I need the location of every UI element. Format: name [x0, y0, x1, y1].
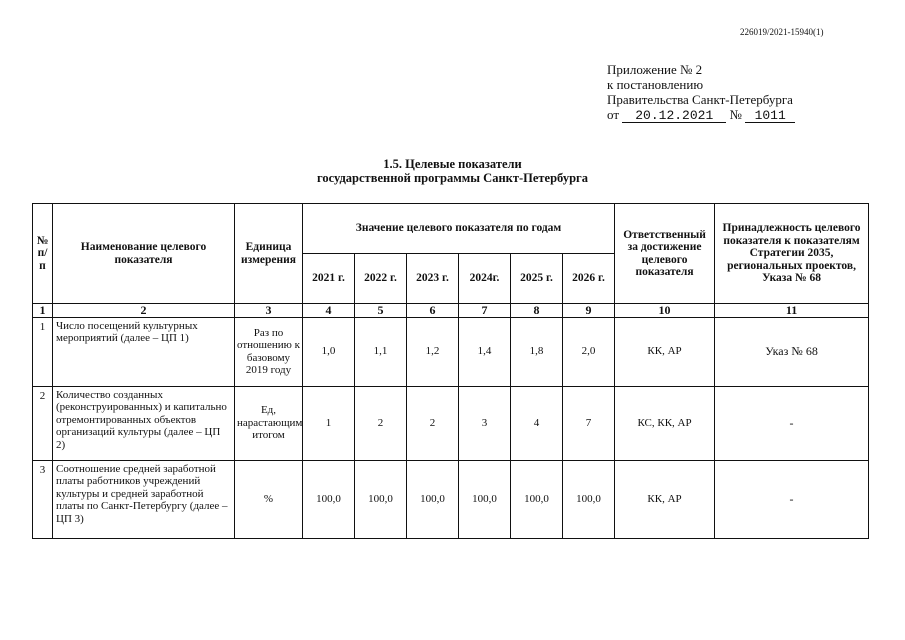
column-number: 1 — [33, 304, 53, 318]
column-number: 6 — [407, 304, 459, 318]
value-cell: 100,0 — [563, 460, 615, 538]
column-number: 4 — [303, 304, 355, 318]
column-number: 3 — [235, 304, 303, 318]
appendix-line-1: Приложение № 2 — [607, 62, 703, 77]
page-title — [0, 157, 905, 185]
value-cell: 100,0 — [303, 460, 355, 538]
table-row — [33, 460, 869, 538]
document-id: 226019/2021-15940(1) — [740, 27, 824, 37]
row-number: 1 — [33, 317, 53, 386]
value-cell: 2 — [355, 386, 407, 460]
value-cell: 1,4 — [459, 317, 511, 386]
column-number: 5 — [355, 304, 407, 318]
title-line-2: государственной программы Санкт-Петербурга — [317, 171, 588, 185]
column-number: 2 — [53, 304, 235, 318]
belonging-cell: - — [715, 460, 869, 538]
column-numbers-row — [33, 304, 869, 318]
value-cell: 1,1 — [355, 317, 407, 386]
value-cell: 2,0 — [563, 317, 615, 386]
value-cell: 1,2 — [407, 317, 459, 386]
table-row — [33, 317, 869, 386]
header-responsible: Ответственный за достижение целевого показателя — [615, 204, 715, 304]
value-cell: 1 — [303, 386, 355, 460]
table-row — [33, 386, 869, 460]
column-number: 8 — [511, 304, 563, 318]
column-number: 10 — [615, 304, 715, 318]
header-unit: Единица измерения — [235, 204, 303, 304]
value-cell: 100,0 — [459, 460, 511, 538]
decree-number: 1011 — [745, 109, 795, 123]
header-year: 2022 г. — [355, 254, 407, 304]
header-year: 2023 г. — [407, 254, 459, 304]
title-line-1: 1.5. Целевые показатели — [383, 157, 522, 171]
value-cell: 7 — [563, 386, 615, 460]
header-year: 2025 г. — [511, 254, 563, 304]
value-cell: 4 — [511, 386, 563, 460]
belonging-cell: - — [715, 386, 869, 460]
appendix-date-line — [607, 107, 795, 123]
column-number: 9 — [563, 304, 615, 318]
decree-date: 20.12.2021 — [622, 109, 726, 123]
header-year: 2026 г. — [563, 254, 615, 304]
header-year: 2021 г. — [303, 254, 355, 304]
value-cell: 100,0 — [355, 460, 407, 538]
responsible-cell: КК, АР — [615, 460, 715, 538]
from-label: от — [607, 107, 620, 122]
value-cell: 1,8 — [511, 317, 563, 386]
column-number: 7 — [459, 304, 511, 318]
value-cell: 100,0 — [407, 460, 459, 538]
value-cell: 3 — [459, 386, 511, 460]
indicator-name: Количество созданных (реконструированных) и капитально отремонтированных объектов организаций культуры (далее – ЦП 2) — [53, 386, 235, 460]
row-number: 3 — [33, 460, 53, 538]
header-row-1 — [33, 204, 869, 254]
appendix-line-2: к постановлению — [607, 77, 704, 92]
header-name: Наименование целевого показателя — [53, 204, 235, 304]
column-number: 11 — [715, 304, 869, 318]
appendix-block — [607, 62, 795, 123]
header-year: 2024г. — [459, 254, 511, 304]
indicator-name: Соотношение средней заработной платы работников учреждений культуры и средней заработной платы по Санкт-Петербургу (далее – ЦП 3) — [53, 460, 235, 538]
appendix-line-3: Правительства Санкт-Петербурга — [607, 92, 793, 107]
value-cell: 2 — [407, 386, 459, 460]
indicator-unit: % — [235, 460, 303, 538]
value-cell: 1,0 — [303, 317, 355, 386]
number-label: № — [729, 107, 742, 122]
header-num: № п/п — [33, 204, 53, 304]
header-value-group: Значение целевого показателя по годам — [303, 204, 615, 254]
row-number: 2 — [33, 386, 53, 460]
belonging-cell: Указ № 68 — [715, 317, 869, 386]
value-cell: 100,0 — [511, 460, 563, 538]
indicators-table — [32, 203, 869, 539]
indicator-unit: Ед, нарастающим итогом — [235, 386, 303, 460]
header-belonging: Принадлежность целевого показателя к показателям Стратегии 2035, региональных проектов, Указа № 68 — [715, 204, 869, 304]
responsible-cell: КС, КК, АР — [615, 386, 715, 460]
indicator-name: Число посещений культурных мероприятий (далее – ЦП 1) — [53, 317, 235, 386]
indicator-unit: Раз по отношению к базовому 2019 году — [235, 317, 303, 386]
responsible-cell: КК, АР — [615, 317, 715, 386]
